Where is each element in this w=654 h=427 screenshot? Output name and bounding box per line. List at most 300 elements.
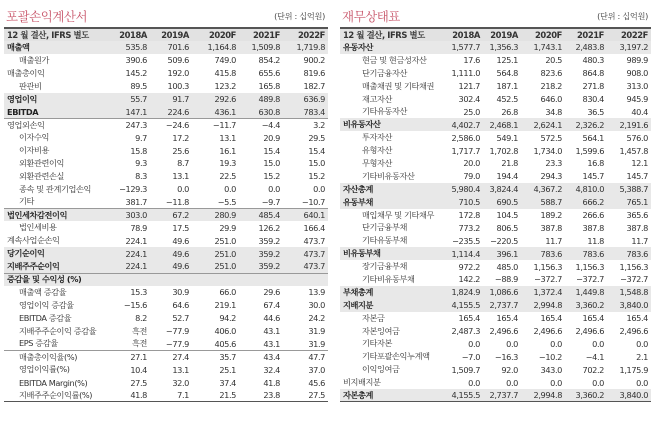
value-cell: 4,402.7 (451, 119, 480, 130)
table-row (340, 80, 651, 93)
value-cell: 125.1 (496, 55, 518, 66)
table-row (4, 389, 328, 402)
value-cell: 79.0 (463, 171, 480, 182)
value-cell: 104.5 (496, 210, 518, 221)
value-cell: 247.3 (112, 118, 150, 131)
table-row (340, 234, 651, 247)
row-label: 기타 (19, 196, 35, 207)
row-label: 기타유동자산 (362, 106, 408, 117)
row-label: 판관비 (19, 80, 42, 91)
value-cell: 224.6 (167, 106, 189, 117)
row-label: 외환관련손실 (19, 170, 65, 181)
value-cell: 5,388.7 (619, 184, 648, 195)
income-header-row (4, 28, 328, 41)
value-cell: 43.1 (263, 338, 280, 349)
row-label: 영업외손익 (4, 118, 112, 131)
year-header: 2022F (620, 30, 648, 40)
row-label: 지배주주순이익 증감율 (19, 325, 97, 336)
value-cell: 292.6 (214, 94, 236, 104)
value-cell: 636.9 (303, 94, 325, 104)
value-cell: 4,810.0 (575, 184, 604, 195)
value-cell: 1,717.7 (451, 145, 480, 156)
value-cell: 21.8 (501, 158, 518, 169)
value-cell: 251.0 (214, 248, 236, 259)
table-row (4, 350, 328, 363)
table-row (4, 183, 328, 196)
value-cell: 783.6 (582, 248, 604, 259)
value-cell: 8.7 (177, 158, 189, 169)
value-cell: 2,468.1 (489, 119, 518, 130)
value-cell: 2,624.1 (533, 119, 562, 130)
row-label: 매출액 (7, 41, 30, 52)
value-cell: 396.1 (496, 248, 518, 259)
value-cell: 17.6 (463, 55, 480, 66)
value-cell: 473.7 (303, 235, 325, 246)
table-row (4, 118, 328, 131)
value-cell: 121.7 (458, 81, 480, 92)
row-label: EPS 증감율 (19, 338, 58, 349)
value-cell: 387.8 (540, 222, 562, 233)
value-cell: 806.5 (496, 222, 518, 233)
value-cell: 17.5 (172, 222, 189, 233)
table-row (340, 337, 651, 350)
value-cell: 165.4 (582, 313, 604, 324)
value-cell: 145.7 (626, 171, 648, 182)
value-cell: 13.1 (172, 171, 189, 182)
value-cell: −5.5 (217, 196, 236, 207)
value-cell: 15.4 (263, 145, 280, 156)
value-cell: 2,496.6 (489, 326, 518, 337)
table-row (340, 389, 651, 402)
row-label: 법인세차감전이익 (4, 209, 112, 222)
value-cell: 15.2 (308, 171, 325, 182)
value-cell: −10.7 (301, 196, 325, 207)
value-cell: 783.6 (626, 248, 648, 259)
table-row (340, 157, 651, 170)
row-label: 계속사업순손익 (7, 235, 60, 246)
value-cell: 266.6 (582, 210, 604, 221)
value-cell: 0.0 (268, 184, 280, 195)
value-cell: 9.7 (135, 132, 147, 143)
value-cell: 145.7 (582, 171, 604, 182)
value-cell: 1,509.8 (251, 42, 280, 53)
value-cell: 1,824.9 (451, 287, 480, 298)
value-cell: 251.0 (214, 261, 236, 272)
value-cell: 66.0 (219, 287, 236, 298)
income-statement-header (4, 5, 328, 27)
value-cell: 15.4 (308, 145, 325, 156)
value-cell: 16.1 (219, 145, 236, 156)
value-cell: 31.9 (308, 326, 325, 337)
value-cell: 30.9 (172, 287, 189, 298)
value-cell: −372.7 (534, 274, 562, 285)
income-statement-body (4, 41, 328, 402)
table-row (340, 350, 651, 363)
value-cell: −235.5 (452, 235, 480, 246)
value-cell: 27.5 (130, 377, 147, 388)
value-cell: 359.2 (258, 261, 280, 272)
table-row (340, 105, 651, 118)
value-cell: 165.4 (540, 313, 562, 324)
table-row (340, 209, 651, 222)
value-cell: 55.7 (130, 94, 147, 104)
value-cell: 25.0 (463, 106, 480, 117)
value-cell: 1,509.7 (451, 364, 480, 375)
row-label: 기타포괄손익누계액 (362, 351, 430, 362)
value-cell: 509.6 (167, 55, 189, 66)
row-label: EBITDA 증감율 (19, 312, 72, 323)
value-cell (283, 273, 328, 286)
value-cell: 576.0 (626, 132, 648, 143)
income-statement-table (4, 27, 328, 402)
value-cell: −372.7 (576, 274, 604, 285)
value-cell: 646.0 (540, 94, 562, 104)
value-cell: 0.0 (592, 377, 604, 388)
row-label: 비유동자산 (343, 119, 381, 130)
value-cell: 313.0 (626, 81, 648, 92)
value-cell: 2,496.6 (533, 326, 562, 337)
value-cell: 1,175.9 (619, 364, 648, 375)
row-label: 영업이익 증감율 (19, 299, 74, 310)
value-cell: 15.0 (308, 158, 325, 169)
value-cell: −372.7 (620, 274, 648, 285)
value-cell: 43.1 (263, 326, 280, 337)
value-cell (239, 273, 283, 286)
value-cell: 22.5 (219, 171, 236, 182)
row-label: 자본총계 (340, 389, 440, 402)
value-cell: 480.3 (582, 55, 604, 66)
row-label: 매출액 증감율 (19, 286, 67, 297)
value-cell: 0.0 (313, 184, 325, 195)
row-label: 이자수익 (19, 132, 50, 143)
row-label: 기타자본 (362, 338, 393, 349)
value-cell: 3,360.2 (575, 300, 604, 311)
row-label: 기타비유동자산 (362, 170, 415, 181)
row-label: 매출총이익 (7, 67, 45, 78)
row-label: 매출원가 (19, 54, 50, 65)
value-cell: 37.0 (308, 364, 325, 375)
income-statement-title: 포괄손익계산서 (6, 9, 88, 24)
value-cell: 1,156.3 (533, 261, 562, 272)
table-row (340, 93, 651, 106)
value-cell: 3,824.4 (489, 184, 518, 195)
value-cell: 8.2 (135, 313, 147, 324)
value-cell: 3.2 (283, 118, 328, 131)
value-cell: 2,326.2 (575, 119, 604, 130)
value-cell: 303.0 (112, 209, 150, 222)
table-row (4, 273, 328, 286)
value-cell: 359.2 (258, 235, 280, 246)
value-cell: 1,702.8 (489, 145, 518, 156)
value-cell: 972.2 (458, 261, 480, 272)
value-cell: 489.8 (258, 94, 280, 104)
value-cell: 702.2 (582, 364, 604, 375)
value-cell: 4,155.5 (440, 389, 483, 402)
value-cell: 20.9 (263, 132, 280, 143)
value-cell: 640.1 (283, 209, 328, 222)
value-cell: 535.8 (125, 42, 147, 53)
table-row (340, 312, 651, 325)
row-label: 단기금융자산 (362, 67, 408, 78)
value-cell: 765.1 (626, 197, 648, 208)
value-cell: 흑전 (131, 325, 147, 336)
table-row (340, 376, 651, 389)
table-row (4, 247, 328, 260)
value-cell: 2,483.8 (575, 42, 604, 53)
value-cell: 2,487.3 (451, 326, 480, 337)
value-cell: −129.3 (119, 184, 147, 195)
row-label: EBITDA (7, 106, 39, 117)
row-label: 지배주주순이익률(%) (4, 389, 112, 402)
value-cell: 67.2 (150, 209, 192, 222)
income-statement-unit: (단위 : 십억원) (274, 11, 325, 21)
value-cell: 701.6 (167, 42, 189, 53)
table-row (340, 363, 651, 376)
table-row (340, 299, 651, 312)
value-cell: 0.0 (636, 377, 648, 388)
value-cell: 165.4 (626, 313, 648, 324)
value-cell: 564.1 (582, 132, 604, 143)
table-row (4, 312, 328, 325)
row-label: 매입채무 및 기타채무 (362, 209, 434, 220)
value-cell: 3,840.0 (619, 300, 648, 311)
value-cell: 49.6 (172, 248, 189, 259)
row-label: 영업이익 (7, 93, 38, 104)
value-cell: −88.9 (494, 274, 518, 285)
value-cell: 182.7 (303, 81, 325, 92)
value-cell: 473.7 (303, 248, 325, 259)
row-label: EBITDA Margin(%) (19, 377, 88, 388)
value-cell: 흑전 (131, 338, 147, 349)
value-cell: 126.2 (258, 222, 280, 233)
year-header: 2018A (119, 30, 147, 40)
value-cell: 271.8 (582, 81, 604, 92)
row-label: 외환관련이익 (19, 157, 65, 168)
value-cell: 0.0 (592, 338, 604, 349)
table-row (4, 363, 328, 376)
table-row (340, 325, 651, 338)
value-cell: 2,496.6 (619, 326, 648, 337)
row-label: 기타비유동부채 (362, 273, 415, 284)
value-cell: 1,111.0 (451, 68, 480, 79)
value-cell: 655.6 (258, 68, 280, 79)
value-cell: 192.0 (167, 68, 189, 79)
table-row (4, 325, 328, 338)
table-row (4, 67, 328, 80)
table-row (4, 157, 328, 170)
value-cell: 165.4 (496, 313, 518, 324)
income-header-label: 12 월 결산, IFRS 별도 (7, 30, 89, 40)
value-cell: 0.0 (224, 184, 236, 195)
table-row (4, 209, 328, 222)
row-label: 자본잉여금 (362, 325, 400, 336)
row-label: 무형자산 (362, 157, 393, 168)
value-cell: 0.0 (550, 377, 562, 388)
value-cell: 7.1 (150, 389, 192, 402)
value-cell: 12.1 (631, 158, 648, 169)
value-cell: 31.9 (308, 338, 325, 349)
value-cell: 749.0 (214, 55, 236, 66)
value-cell: 2.1 (636, 351, 648, 362)
value-cell: 9.3 (135, 158, 147, 169)
value-cell: 25.6 (172, 145, 189, 156)
value-cell: 40.4 (631, 106, 648, 117)
value-cell: 783.6 (540, 248, 562, 259)
value-cell: 34.8 (545, 106, 562, 117)
balance-header-label: 12 월 결산, IFRS 별도 (343, 30, 425, 40)
row-label: 종속 및 관계기업손익 (19, 183, 91, 194)
value-cell: 0.0 (506, 338, 518, 349)
table-row (340, 260, 651, 273)
value-cell: 5,980.4 (451, 184, 480, 195)
value-cell: 572.5 (540, 132, 562, 143)
table-row (4, 80, 328, 93)
value-cell: 64.6 (172, 300, 189, 311)
table-row (4, 234, 328, 247)
value-cell: 100.3 (167, 81, 189, 92)
value-cell: 945.9 (626, 94, 648, 104)
table-row (4, 299, 328, 312)
row-label: 지배주주순이익 (7, 260, 60, 271)
value-cell: −77.9 (165, 326, 189, 337)
table-row (4, 105, 328, 118)
row-label: 비유동부채 (343, 248, 381, 259)
value-cell: 47.7 (283, 350, 328, 363)
row-label: 법인세비용 (19, 222, 57, 233)
value-cell: 78.9 (130, 222, 147, 233)
row-label: 자본금 (362, 312, 385, 323)
value-cell: 189.2 (540, 210, 562, 221)
value-cell: 406.0 (214, 326, 236, 337)
value-cell: −16.3 (494, 351, 518, 362)
value-cell: 29.9 (219, 222, 236, 233)
value-cell: 30.0 (308, 300, 325, 311)
row-label: 유동부채 (343, 196, 374, 207)
value-cell: 15.3 (130, 287, 147, 298)
year-header: 2019A (161, 30, 189, 40)
table-row (4, 41, 328, 54)
value-cell: 224.1 (125, 261, 147, 272)
table-row (4, 221, 328, 234)
value-cell: 49.6 (172, 261, 189, 272)
value-cell: 549.1 (496, 132, 518, 143)
value-cell: 588.7 (540, 197, 562, 208)
value-cell: 11.7 (631, 235, 648, 246)
value-cell: 280.9 (192, 209, 239, 222)
table-row (340, 247, 651, 260)
value-cell: 13.9 (308, 287, 325, 298)
value-cell: 1,156.3 (575, 261, 604, 272)
value-cell: 92.0 (501, 364, 518, 375)
value-cell: 294.3 (540, 171, 562, 182)
row-label: 비지배지분 (343, 377, 381, 388)
row-label: 단기금융부채 (362, 222, 408, 233)
value-cell: 1,743.1 (533, 42, 562, 53)
value-cell: 10.4 (130, 364, 147, 375)
balance-sheet-body (340, 41, 651, 402)
value-cell: 23.8 (239, 389, 283, 402)
table-row (340, 41, 651, 54)
value-cell: 4,155.5 (451, 300, 480, 311)
value-cell: 145.2 (125, 68, 147, 79)
value-cell: 224.1 (125, 248, 147, 259)
value-cell: 11.7 (545, 235, 562, 246)
value-cell: 20.0 (463, 158, 480, 169)
row-label: 매출총이익율(%) (4, 350, 112, 363)
value-cell: 690.5 (496, 197, 518, 208)
value-cell: 1,599.6 (575, 145, 604, 156)
value-cell: 302.4 (458, 94, 480, 104)
value-cell: 15.0 (263, 158, 280, 169)
value-cell: 17.2 (172, 132, 189, 143)
value-cell: 166.4 (303, 222, 325, 233)
value-cell: 52.7 (172, 313, 189, 324)
value-cell: 0.0 (177, 184, 189, 195)
value-cell: 3,360.2 (565, 389, 607, 402)
value-cell: −9.7 (261, 196, 280, 207)
balance-sheet-header (340, 5, 651, 27)
value-cell: 41.8 (263, 377, 280, 388)
value-cell: 165.4 (458, 313, 480, 324)
value-cell: 0.0 (506, 377, 518, 388)
value-cell: 485.0 (496, 261, 518, 272)
value-cell: 989.9 (626, 55, 648, 66)
value-cell: 485.4 (239, 209, 283, 222)
value-cell: 436.1 (214, 106, 236, 117)
value-cell: 94.2 (219, 313, 236, 324)
balance-header-row (340, 28, 651, 41)
value-cell: 387.8 (626, 222, 648, 233)
value-cell: 37.4 (219, 377, 236, 388)
value-cell: 854.2 (258, 55, 280, 66)
value-cell: 32.0 (172, 377, 189, 388)
balance-sheet-unit: (단위 : 십억원) (597, 11, 648, 21)
table-row (340, 118, 651, 131)
value-cell: 187.1 (496, 81, 518, 92)
value-cell: 666.2 (582, 197, 604, 208)
value-cell: 630.8 (258, 106, 280, 117)
balance-sheet-panel (340, 5, 651, 402)
row-label: 유동자산 (343, 41, 374, 52)
value-cell: 381.7 (125, 196, 147, 207)
value-cell: 2,737.7 (489, 300, 518, 311)
value-cell: 218.2 (540, 81, 562, 92)
value-cell: 44.6 (263, 313, 280, 324)
row-label: 매출채권 및 기타채권 (362, 80, 434, 91)
table-row (340, 273, 651, 286)
balance-sheet-title: 재무상태표 (342, 9, 400, 24)
value-cell: 11.8 (587, 235, 604, 246)
value-cell: −10.2 (538, 351, 562, 362)
value-cell: −220.5 (490, 235, 518, 246)
value-cell: 864.8 (582, 68, 604, 79)
value-cell: 35.7 (192, 350, 239, 363)
value-cell: 27.5 (283, 389, 328, 402)
value-cell: −15.6 (123, 300, 147, 311)
value-cell: 142.2 (458, 274, 480, 285)
row-label: 재고자산 (362, 93, 393, 104)
value-cell: 4,367.2 (533, 184, 562, 195)
value-cell: 2,994.8 (533, 300, 562, 311)
value-cell: −24.6 (150, 118, 192, 131)
table-row (340, 67, 651, 80)
table-row (340, 183, 651, 196)
value-cell: 1,156.3 (619, 261, 648, 272)
value-cell: 343.0 (540, 364, 562, 375)
value-cell: 365.6 (626, 210, 648, 221)
table-row (340, 144, 651, 157)
value-cell: 172.8 (458, 210, 480, 221)
